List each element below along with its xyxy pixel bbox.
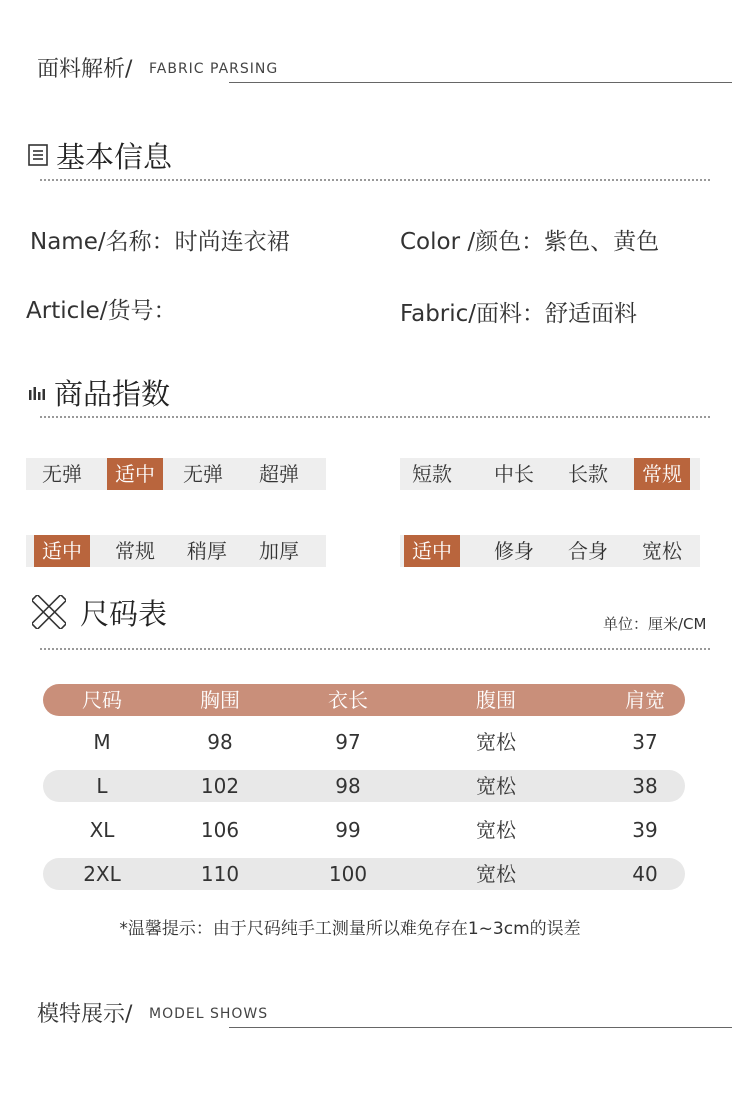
cell-size: M — [93, 730, 111, 754]
fabric-header-rule — [229, 82, 732, 83]
scale-option-selected: 常规 — [634, 458, 690, 490]
table-header — [43, 684, 685, 716]
cell-shoulder: 37 — [632, 730, 658, 754]
thickness-scale — [26, 535, 326, 567]
cell-chest: 98 — [207, 730, 233, 754]
scale-option: 宽松 — [642, 539, 682, 563]
header-length: 衣长 — [328, 688, 368, 712]
cell-waist: 宽松 — [476, 818, 516, 842]
cell-waist: 宽松 — [476, 774, 516, 798]
scale-option-selected: 适中 — [107, 458, 163, 490]
cell-shoulder: 40 — [632, 862, 658, 886]
table-row — [43, 770, 685, 802]
cell-chest: 110 — [200, 862, 240, 886]
cell-waist: 宽松 — [476, 862, 516, 886]
scale-option: 合身 — [568, 539, 608, 563]
size-table-heading — [32, 592, 167, 632]
cell-waist: 宽松 — [476, 730, 516, 754]
model-header-en: MODEL SHOWS — [149, 1006, 269, 1022]
document-icon — [28, 144, 48, 166]
scale-option: 加厚 — [259, 539, 299, 563]
model-header-cn: 模特展示/ — [37, 1002, 133, 1027]
cell-shoulder: 38 — [632, 774, 658, 798]
index-title: 商品指数 — [54, 376, 171, 411]
header-chest: 胸围 — [200, 688, 240, 712]
scale-option: 短款 — [412, 462, 452, 486]
cell-size: XL — [89, 818, 115, 842]
header-shoulder: 肩宽 — [625, 688, 665, 712]
fabric-section-header — [37, 53, 732, 83]
scale-option: 无弹 — [42, 462, 82, 486]
basic-info-heading — [28, 135, 172, 175]
basic-info-divider — [40, 179, 710, 181]
scale-option: 超弹 — [259, 462, 299, 486]
table-row — [43, 814, 685, 846]
scale-option: 中长 — [494, 462, 534, 486]
scale-option: 修身 — [494, 539, 534, 563]
basic-info-title: 基本信息 — [56, 139, 173, 174]
size-table-title: 尺码表 — [80, 596, 168, 631]
ruler-pencil-icon — [32, 595, 66, 629]
stretch-scale — [26, 458, 326, 490]
table-row — [43, 726, 685, 758]
unit-label: 单位：厘米/CM — [603, 615, 707, 633]
cell-length: 100 — [328, 862, 368, 886]
scale-option-selected: 适中 — [34, 535, 90, 567]
cell-chest: 106 — [200, 818, 240, 842]
product-fabric: Fabric/面料：舒适面料 — [400, 301, 638, 327]
scale-option: 无弹 — [183, 462, 223, 486]
cell-length: 99 — [335, 818, 361, 842]
cell-length: 97 — [335, 730, 361, 754]
header-size: 尺码 — [82, 688, 122, 712]
index-heading — [28, 372, 170, 412]
fit-scale — [400, 535, 700, 567]
cell-shoulder: 39 — [632, 818, 658, 842]
length-scale — [400, 458, 700, 490]
product-color: Color /颜色：紫色、黄色 — [400, 229, 660, 255]
scale-option: 常规 — [115, 539, 155, 563]
header-waist: 腹围 — [476, 688, 516, 712]
cell-size: L — [96, 774, 108, 798]
cell-length: 98 — [335, 774, 361, 798]
fabric-header-en: FABRIC PARSING — [149, 61, 279, 77]
bar-chart-icon — [28, 384, 46, 400]
size-table-divider — [40, 648, 710, 650]
table-row — [43, 858, 685, 890]
scale-option: 稍厚 — [187, 539, 227, 563]
cell-size: 2XL — [83, 862, 121, 886]
measurement-note: *温馨提示：由于尺码纯手工测量所以难免存在1~3cm的误差 — [119, 919, 581, 939]
product-article: Article/货号： — [26, 298, 177, 324]
index-divider — [40, 416, 710, 418]
cell-chest: 102 — [200, 774, 240, 798]
fabric-header-cn: 面料解析/ — [37, 57, 133, 82]
scale-option: 长款 — [568, 462, 608, 486]
scale-option-selected: 适中 — [404, 535, 460, 567]
model-section-header — [37, 998, 732, 1028]
model-header-rule — [229, 1027, 732, 1028]
product-name: Name/名称：时尚连衣裙 — [30, 229, 290, 255]
